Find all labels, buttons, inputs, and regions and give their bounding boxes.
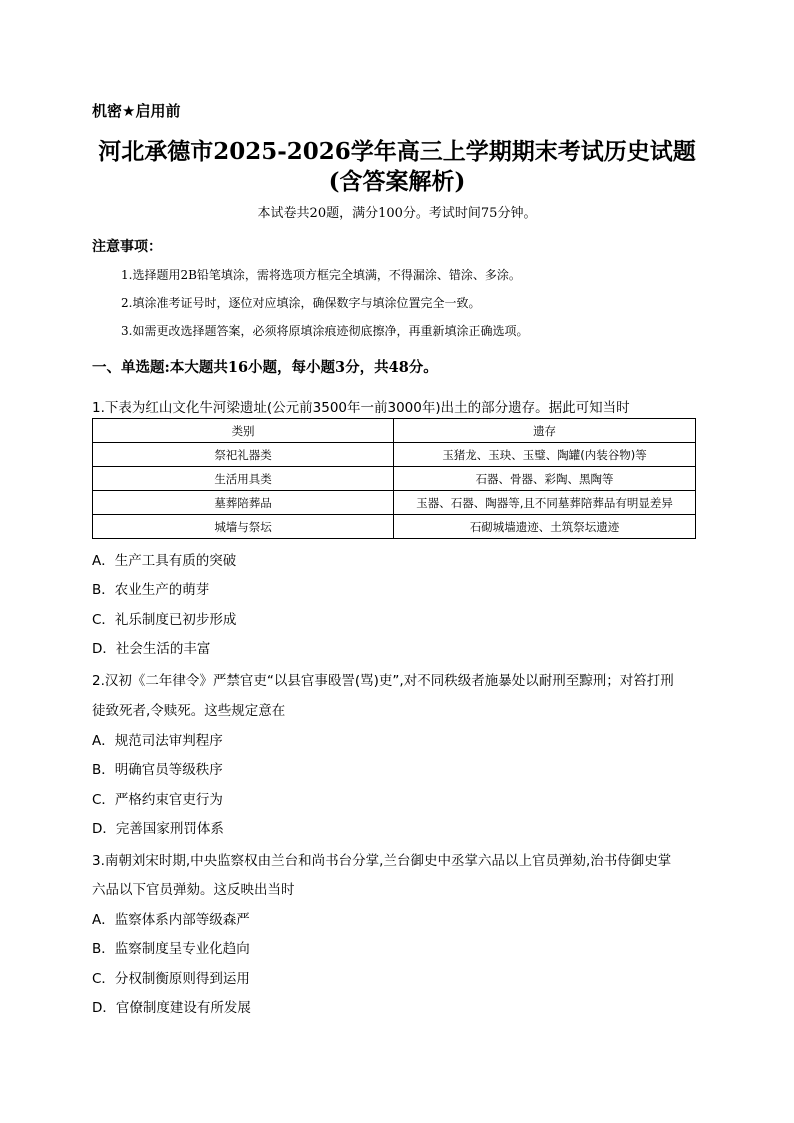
table-row — [93, 515, 696, 539]
option-b: B．监察制度呈专业化趋向 — [92, 941, 250, 957]
option-a: A．生产工具有质的突破 — [92, 553, 237, 569]
exam-info: 本试卷共20题，满分100分。考试时间75分钟。 — [257, 206, 537, 221]
option-a: A．规范司法审判程序 — [92, 733, 223, 749]
table-cell: 城墙与祭坛 — [93, 515, 394, 539]
table-row — [93, 467, 696, 491]
option-c: C．分权制衡原则得到运用 — [92, 971, 250, 987]
notice-item: 1.选择题用2B铅笔填涂，需将选项方框完全填满，不得漏涂、错涂、多涂。 — [121, 268, 521, 282]
table-row — [93, 491, 696, 515]
option-d: D．官僚制度建设有所发展 — [92, 1000, 251, 1016]
option-c: C．严格约束官吏行为 — [92, 792, 223, 808]
notice-item: 3.如需更改选择题答案，必须将原填涂痕迹彻底擦净，再重新填涂正确选项。 — [121, 324, 529, 338]
table-cell: 石砌城墙遗迹、土筑祭坛遗迹 — [394, 515, 696, 539]
table-cell: 生活用具类 — [93, 467, 394, 491]
question-1-stem: 1.下表为红山文化牛河梁遗址(公元前3500年一前3000年)出土的部分遗存。据此可知当时 — [92, 400, 630, 416]
question-3-stem: 3.南朝刘宋时期,中央监察权由兰台和尚书台分掌,兰台御史中丞掌六品以上官员弹劾,治书侍御史掌 — [92, 853, 672, 869]
notice-item: 2.填涂准考证号时，逐位对应填涂，确保数字与填涂位置完全一致。 — [121, 296, 481, 310]
table-cell: 墓葬陪葬品 — [93, 491, 394, 515]
option-a: A．监察体系内部等级森严 — [92, 912, 250, 928]
table-header-cell: 遗存 — [394, 419, 696, 443]
question-2-stem: 2.汉初《二年律令》严禁官吏“以县官事殴詈(骂)吏”,对不同秩级者施暴处以耐刑至黥刑；对笞打刑 — [92, 673, 674, 689]
option-d: D．社会生活的丰富 — [92, 641, 211, 657]
secret-label: 机密★启用前 — [92, 102, 181, 120]
table-cell: 祭祀礼器类 — [93, 443, 394, 467]
option-b: B．明确官员等级秩序 — [92, 762, 223, 778]
table-header-row — [93, 419, 696, 443]
page-title-suffix: (含答案解析) — [328, 168, 466, 195]
section-heading: 一、单选题:本大题共16小题，每小题3分，共48分。 — [92, 359, 438, 376]
question-3-stem-cont: 六品以下官员弹劾。这反映出当时 — [92, 882, 295, 898]
option-d: D．完善国家刑罚体系 — [92, 821, 224, 837]
table-cell: 石器、骨器、彩陶、黑陶等 — [394, 467, 696, 491]
option-b: B．农业生产的萌芽 — [92, 582, 210, 598]
relics-table — [92, 418, 696, 539]
table-row — [93, 443, 696, 467]
option-c: C．礼乐制度已初步形成 — [92, 612, 237, 628]
table-header-cell: 类别 — [93, 419, 394, 443]
page-title: 河北承德市2025-2026学年高三上学期期末考试历史试题 — [98, 138, 696, 165]
table-cell: 玉猪龙、玉玦、玉璧、陶罐(内装谷物)等 — [394, 443, 696, 467]
notice-heading: 注意事项： — [92, 239, 162, 255]
table-cell: 玉器、石器、陶器等,且不同墓葬陪葬品有明显差异 — [394, 491, 696, 515]
question-2-stem-cont: 徒致死者,令赎死。这些规定意在 — [92, 703, 286, 719]
